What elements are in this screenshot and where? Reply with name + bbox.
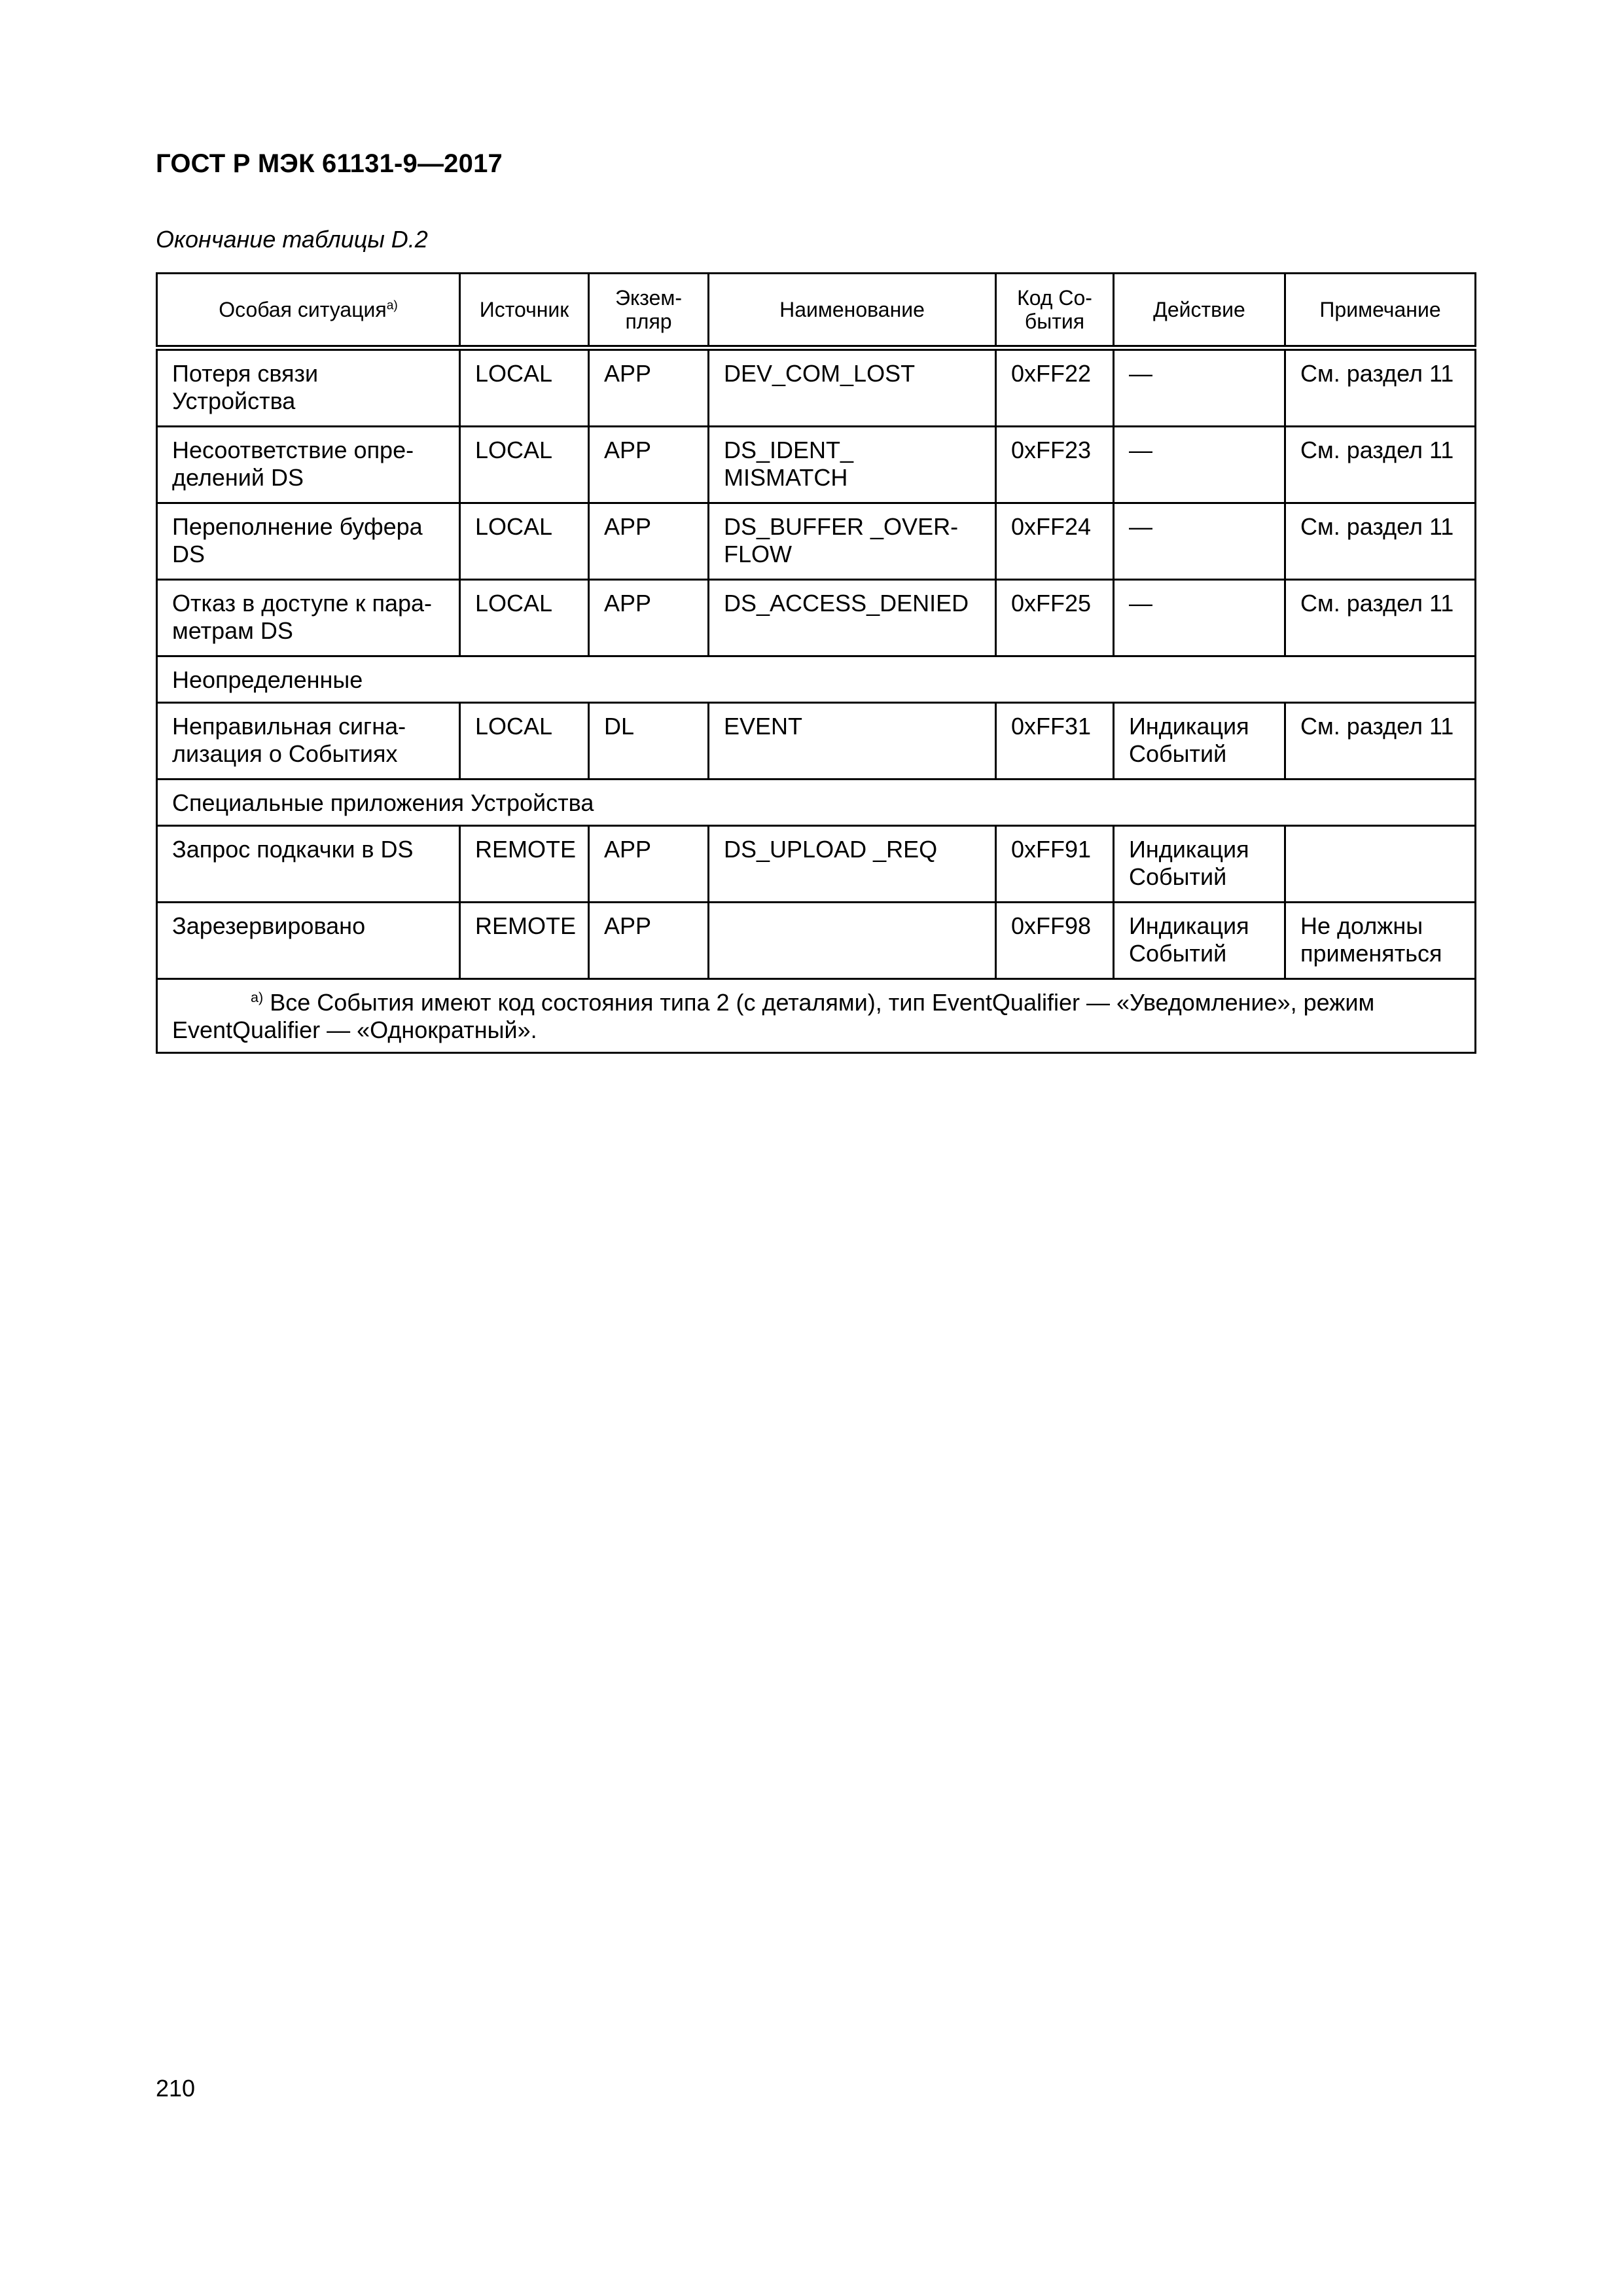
cell-code: 0xFF23 — [996, 427, 1114, 503]
cell-code: 0xFF91 — [996, 826, 1114, 903]
cell-action: — — [1114, 348, 1285, 427]
table-header-row — [157, 274, 1476, 348]
cell-situation: Отказ в доступе к пара-метрам DS — [157, 580, 460, 656]
cell-instance: APP — [589, 826, 709, 903]
col-header-action: Действие — [1114, 274, 1285, 348]
cell-name: EVENT — [709, 703, 996, 780]
cell-action: — — [1114, 427, 1285, 503]
cell-situation: Запрос подкачки в DS — [157, 826, 460, 903]
cell-situation: Потеря связи Устройства — [157, 348, 460, 427]
col-header-note: Примечание — [1285, 274, 1476, 348]
cell-name: DS_BUFFER _OVER-FLOW — [709, 503, 996, 580]
cell-situation: Переполнение буфера DS — [157, 503, 460, 580]
table-row — [157, 348, 1476, 427]
section-row-undefined — [157, 656, 1476, 703]
col-header-code: Код Со-бытия — [996, 274, 1114, 348]
cell-note — [1285, 826, 1476, 903]
cell-action: Индикация Событий — [1114, 703, 1285, 780]
col-header-instance: Экзем-пляр — [589, 274, 709, 348]
cell-note: Не должны применяться — [1285, 903, 1476, 979]
col-header-name: Наименование — [709, 274, 996, 348]
cell-note: См. раздел 11 — [1285, 580, 1476, 656]
cell-source: LOCAL — [460, 427, 589, 503]
cell-name — [709, 903, 996, 979]
cell-code: 0xFF25 — [996, 580, 1114, 656]
table-row — [157, 703, 1476, 780]
table-row — [157, 427, 1476, 503]
cell-note: См. раздел 11 — [1285, 703, 1476, 780]
footnote-mark: a) — [386, 298, 398, 313]
events-table — [156, 272, 1476, 1054]
table-row — [157, 503, 1476, 580]
table-row — [157, 580, 1476, 656]
table-row — [157, 826, 1476, 903]
cell-action: — — [1114, 503, 1285, 580]
cell-code: 0xFF98 — [996, 903, 1114, 979]
cell-instance: APP — [589, 903, 709, 979]
cell-name: DEV_COM_LOST — [709, 348, 996, 427]
cell-instance: APP — [589, 580, 709, 656]
cell-action: Индикация Событий — [1114, 826, 1285, 903]
cell-source: REMOTE — [460, 903, 589, 979]
cell-note: См. раздел 11 — [1285, 427, 1476, 503]
cell-instance: APP — [589, 427, 709, 503]
cell-name: DS_IDENT_ MISMATCH — [709, 427, 996, 503]
footnote-mark: a) — [251, 989, 264, 1005]
footnote-text: Все События имеют код состояния типа 2 (с деталями), тип EventQualifier — «Уведомление», режим EventQualifier — «Однократный». — [172, 989, 1375, 1043]
cell-code: 0xFF22 — [996, 348, 1114, 427]
col-header-source: Источник — [460, 274, 589, 348]
cell-source: LOCAL — [460, 503, 589, 580]
cell-situation: Зарезервировано — [157, 903, 460, 979]
cell-source: LOCAL — [460, 703, 589, 780]
page-number: 210 — [156, 2075, 196, 2102]
table-footnote — [157, 979, 1476, 1053]
cell-instance: DL — [589, 703, 709, 780]
document-header: ГОСТ Р МЭК 61131-9—2017 — [156, 149, 503, 178]
cell-source: LOCAL — [460, 580, 589, 656]
cell-source: LOCAL — [460, 348, 589, 427]
footnote-row — [157, 979, 1476, 1053]
cell-name: DS_UPLOAD _REQ — [709, 826, 996, 903]
cell-name: DS_ACCESS_DENIED — [709, 580, 996, 656]
col-header-situation: Особая ситуация$^{a)}$ — [157, 274, 460, 348]
cell-note: См. раздел 11 — [1285, 348, 1476, 427]
cell-instance: APP — [589, 348, 709, 427]
section-title-undefined: Неопределенные — [157, 656, 1476, 703]
section-row-special — [157, 780, 1476, 826]
cell-note: См. раздел 11 — [1285, 503, 1476, 580]
cell-action: — — [1114, 580, 1285, 656]
section-title-special: Специальные приложения Устройства — [157, 780, 1476, 826]
cell-instance: APP — [589, 503, 709, 580]
table-row — [157, 903, 1476, 979]
cell-code: 0xFF24 — [996, 503, 1114, 580]
cell-situation: Несоответствие опре-делений DS — [157, 427, 460, 503]
cell-action: Индикация Событий — [1114, 903, 1285, 979]
cell-code: 0xFF31 — [996, 703, 1114, 780]
table-caption: Окончание таблицы D.2 — [156, 226, 428, 253]
cell-situation: Неправильная сигна-лизация о Событиях — [157, 703, 460, 780]
cell-source: REMOTE — [460, 826, 589, 903]
